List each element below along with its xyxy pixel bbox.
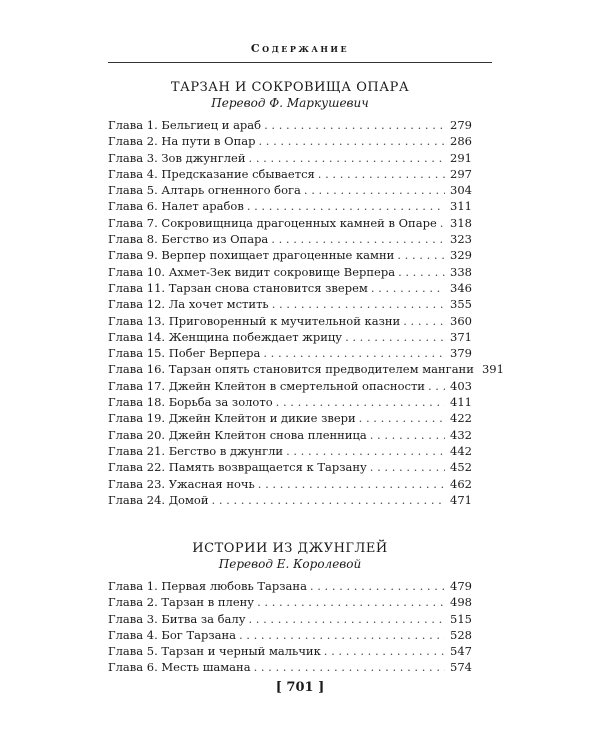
dot-leader [310, 579, 445, 593]
toc-entry [108, 118, 472, 134]
chapter-page-number: 574 [450, 660, 472, 675]
dot-leader [239, 628, 445, 642]
section-translator: Перевод Е. Королевой [218, 557, 362, 571]
toc-entry [108, 297, 472, 313]
toc-entry [108, 460, 472, 476]
dot-leader [440, 216, 445, 230]
toc-entry [108, 362, 504, 378]
dot-leader [304, 183, 445, 197]
toc-entry [108, 595, 472, 611]
chapter-page-number: 403 [450, 378, 472, 393]
toc-entry [108, 314, 472, 330]
dot-leader [271, 232, 445, 246]
dot-leader [212, 493, 445, 507]
chapter-title: Глава 11. Тарзан снова становится зверем [108, 280, 368, 295]
toc-entry [108, 199, 472, 215]
chapter-title: Глава 7. Сокровищница драгоценных камней в Опаре [108, 215, 437, 230]
chapter-title: Глава 2. Тарзан в плену [108, 595, 255, 610]
toc-entry [108, 216, 472, 232]
toc-entry [108, 265, 472, 281]
dot-leader [318, 167, 445, 181]
chapter-title: Глава 22. Память возвращается к Тарзану [108, 460, 367, 475]
chapter-title: Глава 16. Тарзан опять становится предводителем мангани [108, 362, 474, 377]
chapter-page-number: 279 [450, 118, 472, 132]
chapter-title: Глава 8. Бегство из Опара [108, 232, 269, 247]
chapter-page-number: 391 [481, 362, 504, 377]
chapter-page-number: 304 [450, 183, 472, 198]
chapter-title: Глава 20. Джейн Клейтон снова пленница [108, 427, 367, 442]
dot-leader [254, 660, 445, 674]
chapter-page-number: 547 [450, 644, 472, 659]
dot-leader [324, 644, 445, 658]
dot-leader [371, 281, 445, 295]
dot-leader [276, 395, 445, 409]
header-rule [108, 62, 492, 63]
chapter-title: Глава 13. Приговоренный к мучительной казни [108, 313, 401, 328]
chapter-title: Глава 15. Побег Верпера [108, 346, 261, 361]
chapter-page-number: 323 [450, 232, 472, 247]
chapter-page-number: 411 [450, 395, 472, 410]
dot-leader [286, 444, 445, 458]
chapter-title: Глава 3. Битва за балу [108, 611, 246, 626]
chapter-title: Глава 18. Борьба за золото [108, 395, 273, 410]
chapter-page-number: 360 [450, 313, 472, 328]
toc-entry [108, 379, 472, 395]
chapter-title: Глава 19. Джейн Клейтон и дикие звери [108, 411, 356, 426]
dot-leader [397, 248, 445, 262]
chapter-page-number: 432 [450, 427, 472, 442]
toc-section-jungle-tales [108, 541, 472, 677]
toc-entry [108, 346, 472, 362]
chapter-page-number: 297 [450, 166, 472, 181]
dot-leader [249, 151, 445, 165]
dot-leader [264, 118, 445, 132]
chapter-page-number: 291 [450, 150, 472, 165]
chapter-page-number: 355 [450, 297, 472, 312]
section-title: ТАРЗАН И СОКРОВИЩА ОПАРА [170, 80, 410, 95]
dot-leader [370, 460, 445, 474]
chapter-title: Глава 10. Ахмет-Зек видит сокровище Верпера [108, 264, 396, 279]
toc-entry [108, 493, 472, 509]
chapter-title: Глава 4. Предсказание сбывается [108, 166, 315, 181]
toc-entry [108, 660, 472, 676]
toc-list [108, 579, 472, 677]
toc-entry [108, 395, 472, 411]
chapter-title: Глава 3. Зов джунглей [108, 150, 246, 165]
chapter-title: Глава 5. Тарзан и черный мальчик [108, 644, 321, 659]
chapter-title: Глава 12. Ла хочет мстить [108, 297, 269, 312]
toc-section-tarzan-opar [108, 80, 504, 509]
toc-entry [108, 134, 472, 150]
toc-entry [108, 330, 472, 346]
dot-leader [359, 411, 445, 425]
toc-entry [108, 428, 472, 444]
chapter-page-number: 528 [450, 627, 472, 642]
toc-entry [108, 579, 472, 595]
chapter-title: Глава 21. Бегство в джунгли [108, 443, 284, 458]
dot-leader [247, 199, 445, 213]
chapter-title: Глава 4. Бог Тарзана [108, 627, 236, 642]
chapter-title: Глава 2. На пути в Опар [108, 134, 256, 149]
dot-leader [258, 134, 445, 148]
dot-leader [263, 346, 445, 360]
chapter-page-number: 286 [450, 134, 472, 149]
chapter-page-number: 462 [450, 476, 472, 491]
chapter-title: Глава 9. Верпер похищает драгоценные камни [108, 248, 395, 263]
chapter-page-number: 379 [450, 346, 472, 361]
chapter-page-number: 452 [450, 460, 472, 475]
chapter-title: Глава 1. Первая любовь Тарзана [108, 579, 307, 593]
dot-leader [272, 297, 445, 311]
chapter-page-number: 346 [450, 280, 472, 295]
dot-leader [258, 477, 445, 491]
chapter-page-number: 471 [450, 492, 472, 507]
toc-entry [108, 281, 472, 297]
toc-entry [108, 167, 472, 183]
section-title: ИСТОРИИ ИЗ ДЖУНГЛЕЙ [192, 541, 388, 556]
chapter-page-number: 318 [450, 215, 472, 230]
chapter-title: Глава 1. Бельгиец и араб [108, 118, 262, 132]
toc-entry [108, 248, 472, 264]
section-translator: Перевод Ф. Маркушевич [211, 96, 369, 110]
dot-leader [428, 379, 445, 393]
dot-leader [398, 265, 445, 279]
chapter-title: Глава 23. Ужасная ночь [108, 476, 255, 491]
toc-entry [108, 151, 472, 167]
chapter-page-number: 311 [450, 199, 472, 214]
page-header-title: Содержание [250, 42, 350, 55]
toc-list [108, 118, 504, 509]
chapter-title: Глава 5. Алтарь огненного бога [108, 183, 301, 198]
chapter-page-number: 498 [450, 595, 472, 610]
toc-entry [108, 644, 472, 660]
chapter-title: Глава 6. Месть шамана [108, 660, 251, 675]
dot-leader [249, 612, 446, 626]
toc-entry [108, 444, 472, 460]
chapter-page-number: 329 [450, 248, 472, 263]
chapter-title: Глава 24. Домой [108, 492, 209, 507]
toc-entry [108, 628, 472, 644]
page-number: [ 701 ] [275, 680, 325, 695]
dot-leader [345, 330, 445, 344]
toc-entry [108, 232, 472, 248]
chapter-page-number: 515 [450, 611, 472, 626]
dot-leader [403, 314, 445, 328]
chapter-title: Глава 6. Налет арабов [108, 199, 244, 214]
toc-entry [108, 477, 472, 493]
chapter-title: Глава 17. Джейн Клейтон в смертельной опасности [108, 378, 425, 393]
chapter-title: Глава 14. Женщина побеждает жрицу [108, 329, 343, 344]
chapter-page-number: 479 [450, 579, 472, 593]
dot-leader [257, 595, 445, 609]
chapter-page-number: 422 [450, 411, 472, 426]
chapter-page-number: 442 [450, 443, 472, 458]
dot-leader [370, 428, 445, 442]
chapter-page-number: 371 [450, 329, 472, 344]
chapter-page-number: 338 [450, 264, 472, 279]
toc-entry [108, 612, 472, 628]
toc-entry [108, 183, 472, 199]
toc-entry [108, 411, 472, 427]
